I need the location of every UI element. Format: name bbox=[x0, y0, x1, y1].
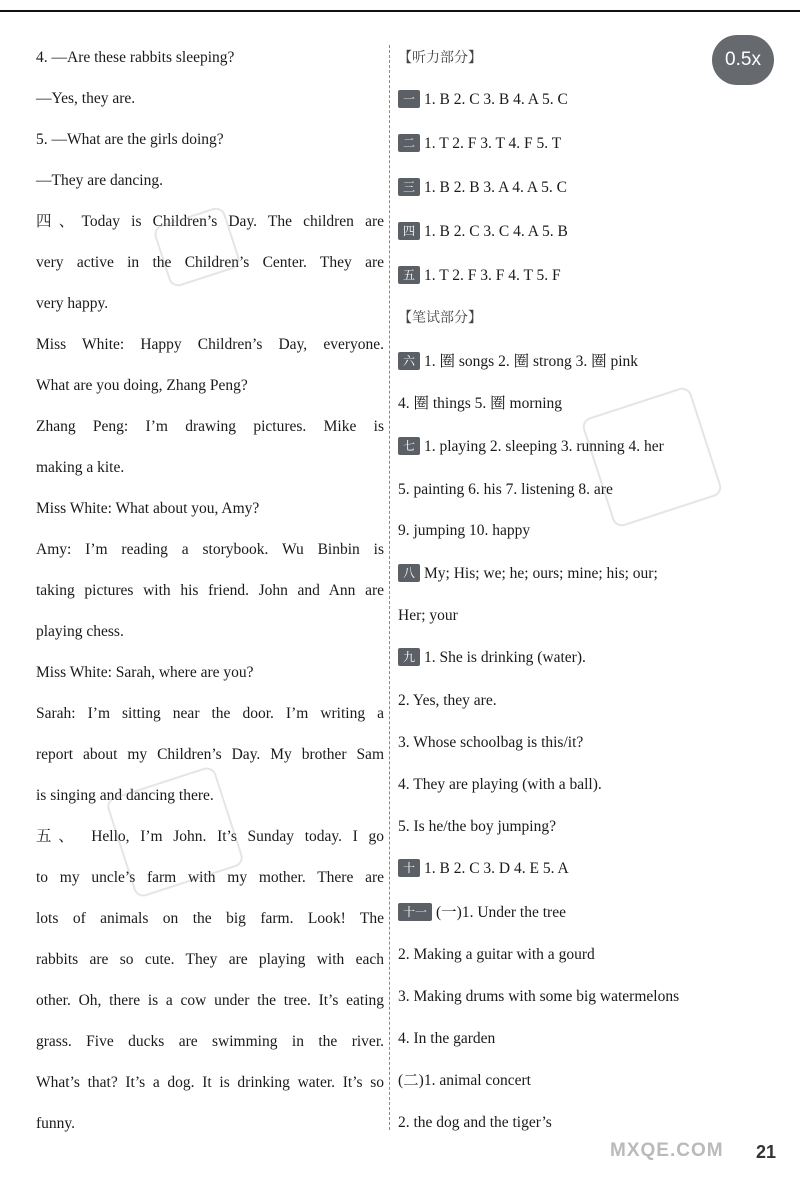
text-line: 五、 Hello, I’m John. It’s Sunday today. I go bbox=[36, 828, 384, 845]
answer-text: 1. playing 2. sleeping 3. running 4. her bbox=[424, 438, 664, 455]
answer-text: 1. She is drinking (water). bbox=[424, 649, 586, 666]
text-line: report about my Children’s Day. My brother Sam bbox=[36, 746, 384, 763]
section-badge: 五 bbox=[398, 266, 420, 284]
answer-line bbox=[398, 903, 566, 923]
answer-line: 5. Is he/the boy jumping? bbox=[398, 818, 556, 835]
answer-text: 1. B 2. C 3. C 4. A 5. B bbox=[424, 223, 568, 240]
text-line: rabbits are so cute. They are playing with each bbox=[36, 951, 384, 968]
answer-line: 2. the dog and the tiger’s bbox=[398, 1114, 552, 1131]
section-badge: 三 bbox=[398, 178, 420, 196]
text-line: taking pictures with his friend. John and Ann are bbox=[36, 582, 384, 599]
answer-line bbox=[398, 90, 568, 110]
section-title-listening: 【听力部分】 bbox=[398, 50, 482, 66]
section-badge: 二 bbox=[398, 134, 420, 152]
section-badge: 八 bbox=[398, 564, 420, 582]
top-border bbox=[0, 0, 800, 12]
zoom-level-badge[interactable]: 0.5x bbox=[712, 35, 774, 85]
text-line: Miss White: Happy Children’s Day, everyone. bbox=[36, 336, 384, 353]
text-line: to my uncle’s farm with my mother. There are bbox=[36, 869, 384, 886]
text-line: Sarah: I’m sitting near the door. I’m writing a bbox=[36, 705, 384, 722]
answer-line: 9. jumping 10. happy bbox=[398, 522, 531, 539]
answer-line: 4. 圈 things 5. 圈 morning bbox=[398, 395, 563, 412]
answer-text: 1. B 2. C 3. B 4. A 5. C bbox=[424, 91, 568, 108]
text-line: is singing and dancing there. bbox=[36, 787, 214, 804]
answer-line bbox=[398, 134, 561, 154]
answer-line: 4. They are playing (with a ball). bbox=[398, 776, 602, 793]
text-line: 四、Today is Children’s Day. The children are bbox=[36, 213, 384, 230]
section-badge: 六 bbox=[398, 352, 420, 370]
text-line: making a kite. bbox=[36, 459, 125, 476]
text-line: Zhang Peng: I’m drawing pictures. Mike is bbox=[36, 418, 384, 435]
answer-text: 1. B 2. C 3. D 4. E 5. A bbox=[424, 860, 569, 877]
text-line: very happy. bbox=[36, 295, 109, 312]
text-line: What’s that? It’s a dog. It is drinking water. It’s so bbox=[36, 1074, 384, 1091]
text-line: 5. —What are the girls doing? bbox=[36, 131, 224, 148]
answer-line bbox=[398, 352, 638, 372]
page-number: 21 bbox=[756, 1142, 777, 1162]
answer-line: 2. Making a guitar with a gourd bbox=[398, 946, 595, 963]
answer-line: Her; your bbox=[398, 607, 458, 624]
text-line: Amy: I’m reading a storybook. Wu Binbin is bbox=[36, 541, 384, 558]
text-line: What are you doing, Zhang Peng? bbox=[36, 377, 248, 394]
section-badge: 十一 bbox=[398, 903, 432, 921]
answer-line bbox=[398, 859, 569, 879]
text-line: 4. —Are these rabbits sleeping? bbox=[36, 49, 235, 66]
answer-line: 5. painting 6. his 7. listening 8. are bbox=[398, 481, 613, 498]
text-line: very active in the Children’s Center. They are bbox=[36, 254, 384, 271]
section-badge: 九 bbox=[398, 648, 420, 666]
answer-line: 3. Making drums with some big watermelons bbox=[398, 988, 680, 1005]
answer-text: 1. T 2. F 3. T 4. F 5. T bbox=[424, 135, 562, 152]
text-line: Miss White: What about you, Amy? bbox=[36, 500, 260, 517]
text-line: Miss White: Sarah, where are you? bbox=[36, 664, 254, 681]
answer-line: (二)1. animal concert bbox=[398, 1072, 531, 1089]
text-line: —Yes, they are. bbox=[36, 90, 136, 107]
section-badge: 一 bbox=[398, 90, 420, 108]
answer-text: 1. 圈 songs 2. 圈 strong 3. 圈 pink bbox=[424, 353, 638, 370]
answer-line: 3. Whose schoolbag is this/it? bbox=[398, 734, 584, 751]
site-watermark: MXQE.COM bbox=[610, 1140, 724, 1161]
answer-text: My; His; we; he; ours; mine; his; our; bbox=[424, 565, 658, 582]
section-title-writing: 【笔试部分】 bbox=[398, 310, 482, 326]
answer-text: 1. B 2. B 3. A 4. A 5. C bbox=[424, 179, 567, 196]
answer-text: 1. T 2. F 3. F 4. T 5. F bbox=[424, 267, 561, 284]
text-line: —They are dancing. bbox=[36, 172, 163, 189]
answer-line: 2. Yes, they are. bbox=[398, 692, 497, 709]
column-divider bbox=[389, 45, 390, 1130]
text-line: grass. Five ducks are swimming in the river. bbox=[36, 1033, 384, 1050]
answer-line bbox=[398, 222, 568, 242]
text-line: lots of animals on the big farm. Look! The bbox=[36, 910, 384, 927]
section-badge: 四 bbox=[398, 222, 420, 240]
answer-line bbox=[398, 648, 586, 668]
answer-line bbox=[398, 266, 561, 286]
answer-line: 4. In the garden bbox=[398, 1030, 496, 1047]
text-line: other. Oh, there is a cow under the tree. It’s eating bbox=[36, 992, 384, 1009]
section-badge: 七 bbox=[398, 437, 420, 455]
stamp-mark bbox=[580, 385, 724, 529]
section-badge: 十 bbox=[398, 859, 420, 877]
answer-line bbox=[398, 564, 658, 584]
answer-text: (一)1. Under the tree bbox=[436, 904, 566, 921]
answer-line bbox=[398, 178, 567, 198]
text-line: funny. bbox=[36, 1115, 76, 1132]
text-line: playing chess. bbox=[36, 623, 124, 640]
